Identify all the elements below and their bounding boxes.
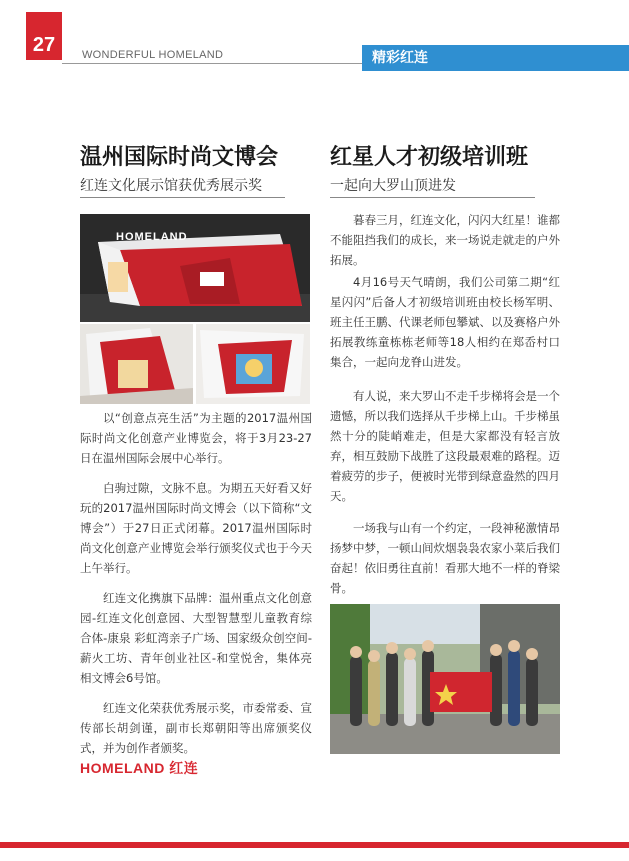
left-article-title: 温州国际时尚文博会 [80, 145, 279, 170]
right-paragraph-1: 暮春三月，红连文化，闪闪大红星！谁都不能阻挡我们的成长，来一场说走就走的户外拓展。 [330, 213, 560, 267]
magazine-english-title: WONDERFUL HOMELAND [82, 49, 224, 61]
right-article-title: 红星人才初级培训班 [330, 145, 529, 170]
left-paragraph-2: 白驹过隙，文脉不息。为期五天好看又好玩的2017温州国际时尚文博会（以下简称“文博会”）于27日正式闭幕。2017温州国际时尚文化创意产业博览会举行颁奖仪式也于今天上午举行。 [80, 481, 312, 575]
left-article-subtitle: 红连文化展示馆获优秀展示奖 [80, 178, 262, 194]
page-number: 27 [26, 12, 62, 60]
booth-photo-main [80, 214, 310, 322]
right-paragraph-2: 4月16号天气晴朗，我们公司第二期“红星闪闪”后备人才初级培训班由校长杨军明、班主任王鹏、代课老师包攀斌、以及赛格户外拓展教练童栋栋老师等18人相约在郑岙村口集合，一起向龙脊山进发。 [330, 275, 560, 369]
homeland-brand-logo: HOMELAND 红连 [80, 760, 199, 776]
right-article-subtitle: 一起向大罗山顶进发 [330, 178, 456, 194]
booth-photo-left [80, 324, 193, 404]
right-subtitle-rule [330, 197, 535, 198]
group-photo-illustration [330, 604, 560, 754]
booth-illustration-left [80, 324, 193, 404]
booth-sign-text: HOMELAND [116, 231, 188, 243]
booth-illustration-right [196, 324, 310, 404]
left-paragraph-4: 红连文化荣获优秀展示奖，市委常委、宣传部长胡剑谨，副市长郑朝阳等出席颁奖仪式，并为创作者颁奖。 [80, 701, 312, 755]
right-paragraph-3: 有人说，来大罗山不走千步梯将会是一个遗憾，所以我们选择从千步梯上山。千步梯虽然十分的陡峭难走，但是大家都没有轻言放弃，相互鼓励下战胜了这段最艰难的路程。迈着疲劳的步子，便被时光带到绿意盎然的四月天。 [330, 389, 560, 503]
section-tag: 精彩红连 [362, 45, 629, 71]
header-divider [62, 63, 372, 64]
group-photo [330, 604, 560, 754]
right-paragraph-4: 一场我与山有一个约定，一段神秘激情昂扬梦中梦，一顿山间炊烟袅袅农家小菜后我们奋起！依旧勇往直前！看那大地不一样的脊梁骨。 [330, 521, 560, 595]
booth-illustration-main [80, 214, 310, 322]
left-paragraph-3: 红连文化携旗下品牌：温州重点文化创意园-红连文化创意园、大型智慧型儿童教育综合体-康泉 彩虹湾亲子广场、国家级众创空间-薪火工坊、青年创业社区-和堂悦舍，集体亮相文博会6号馆。 [80, 591, 312, 685]
booth-photo-right [196, 324, 310, 404]
left-subtitle-rule [80, 197, 285, 198]
page-bottom-rule [0, 842, 629, 848]
left-paragraph-1: 以“创意点亮生活”为主题的2017温州国际时尚文化创意产业博览会，将于3月23-27日在温州国际会展中心举行。 [80, 411, 312, 465]
